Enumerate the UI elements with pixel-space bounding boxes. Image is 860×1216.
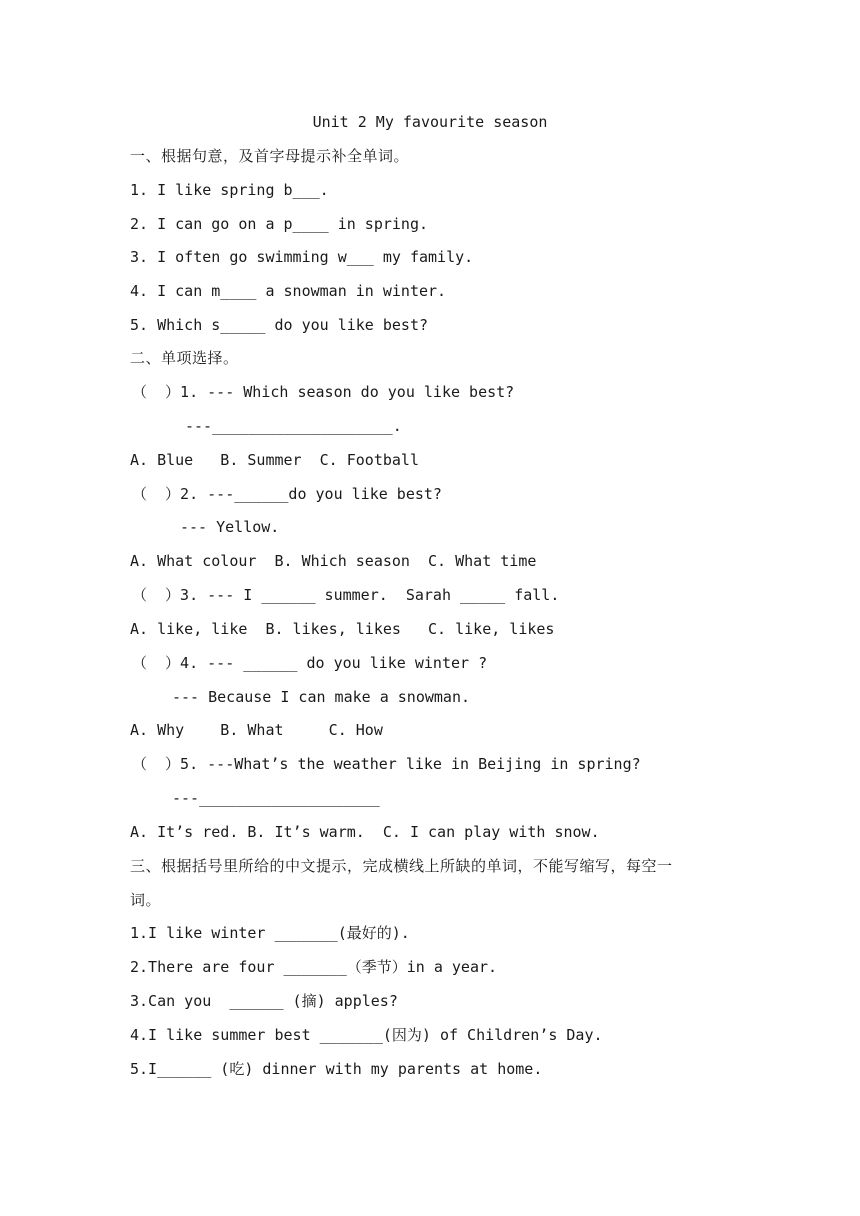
page-title: Unit 2 My favourite season [312, 113, 548, 131]
question-5-stem: （ ）5. ---What’s the weather like in Beijing in spring? [132, 755, 641, 773]
question-2-answer: --- Yellow. [180, 518, 280, 536]
section-1-item-1: 1. I like spring b___. [130, 181, 329, 199]
section-3-item-3: 3.Can you ______ (摘) apples? [130, 992, 398, 1010]
section-2-heading: 二、单项选择。 [130, 349, 239, 367]
section-3-item-1: 1.I like winter _______(最好的). [130, 924, 410, 942]
section-1-item-2: 2. I can go on a p____ in spring. [130, 215, 429, 233]
question-1-options: A. Blue B. Summer C. Football [130, 451, 419, 469]
question-2-stem: （ ）2. ---______do you like best? [132, 485, 442, 503]
section-1-item-5: 5. Which s_____ do you like best? [130, 316, 429, 334]
question-4-answer: --- Because I can make a snowman. [172, 688, 471, 706]
section-3-item-4: 4.I like summer best _______(因为) of Children’s Day. [130, 1026, 603, 1044]
section-1-item-3: 3. I often go swimming w___ my family. [130, 248, 474, 266]
question-1-stem: （ ）1. --- Which season do you like best? [132, 383, 515, 401]
question-4-stem: （ ）4. --- ______ do you like winter ? [132, 654, 488, 672]
section-3-item-5: 5.I______ (吃) dinner with my parents at home. [130, 1060, 543, 1078]
question-4-options: A. Why B. What C. How [130, 721, 383, 739]
section-3-heading-line-2: 词。 [130, 891, 162, 909]
section-3-item-2: 2.There are four _______（季节）in a year. [130, 958, 498, 976]
question-2-options: A. What colour B. Which season C. What time [130, 552, 537, 570]
section-1-heading: 一、根据句意，及首字母提示补全单词。 [130, 147, 410, 165]
section-3-heading-line-1: 三、根据括号里所给的中文提示，完成横线上所缺的单词，不能写缩写，每空一 [130, 857, 673, 875]
question-1-answer-line: ---____________________. [185, 417, 402, 435]
question-3-stem: （ ）3. --- I ______ summer. Sarah _____ fall. [132, 586, 560, 604]
question-5-options: A. It’s red. B. It’s warm. C. I can play with snow. [130, 823, 600, 841]
question-5-answer-line: ---____________________ [172, 789, 380, 807]
question-3-options: A. like, like B. likes, likes C. like, likes [130, 620, 555, 638]
section-1-item-4: 4. I can m____ a snowman in winter. [130, 282, 447, 300]
